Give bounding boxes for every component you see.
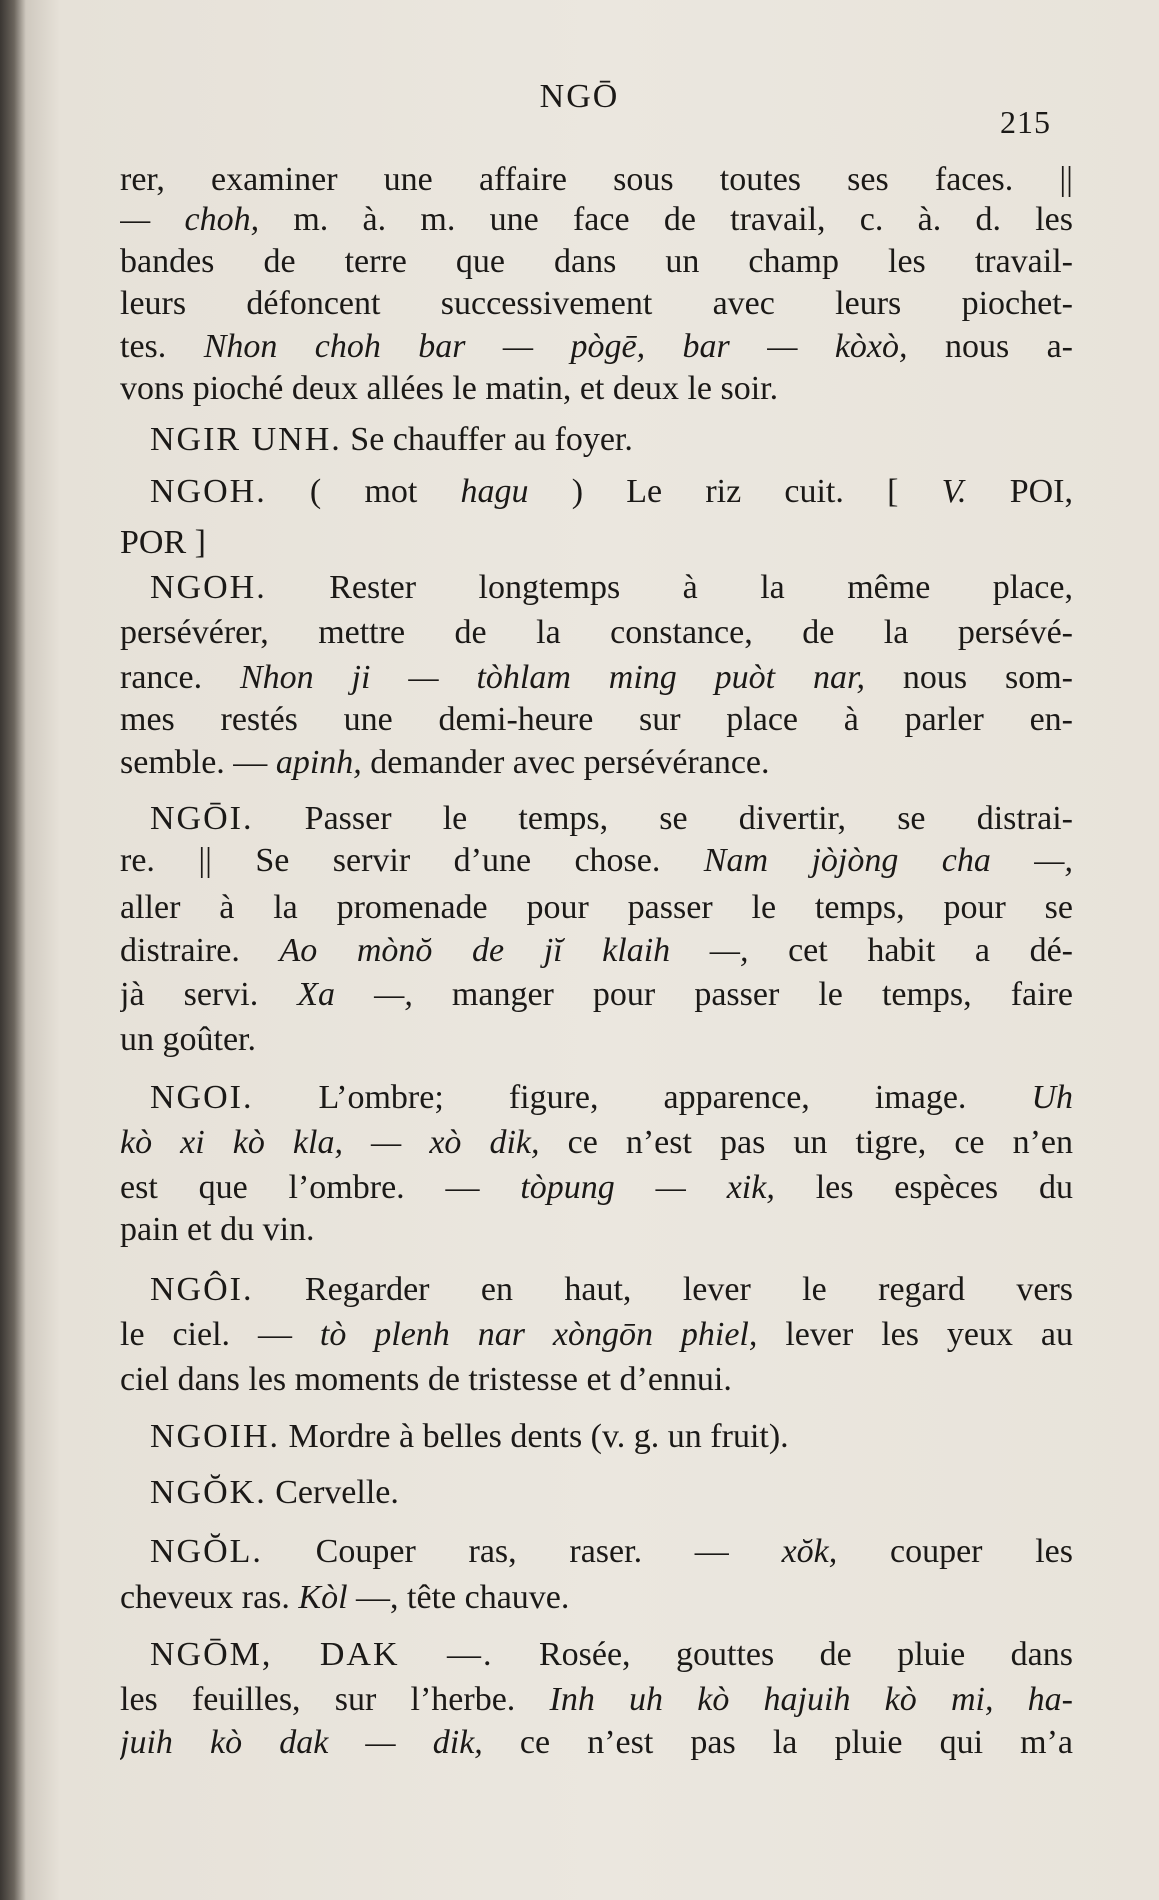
italic-text: Nhon ji — tòhlam ming puòt nar, <box>239 659 865 696</box>
text-segment: tes. <box>120 328 204 365</box>
text-segment: pain et du vin. <box>120 1211 315 1248</box>
italic-text: Uh <box>1031 1079 1073 1116</box>
text-line <box>120 931 1073 971</box>
text-line <box>120 700 1073 740</box>
text-line <box>150 420 1073 460</box>
text-segment: jà servi. <box>120 976 298 1013</box>
text-line <box>150 1078 1073 1118</box>
text-segment: nous a- <box>907 328 1073 365</box>
text-line <box>120 658 1073 698</box>
text-line <box>120 284 1073 324</box>
text-segment: manger pour passer le temps, faire <box>412 976 1073 1013</box>
text-line <box>120 327 1073 367</box>
text-segment: ( mot <box>266 473 461 510</box>
headword: NGŎK. <box>150 1474 267 1511</box>
text-line <box>120 1578 1073 1618</box>
text-line <box>120 975 1073 1015</box>
text-line <box>120 1680 1073 1720</box>
text-segment: ce n’est pas la pluie qui m’a <box>482 1724 1073 1761</box>
text-line <box>120 200 1073 240</box>
text-segment: nous som- <box>864 659 1073 696</box>
text-segment: Couper ras, raser. — <box>262 1533 782 1570</box>
headword: NGOH. <box>150 569 267 606</box>
italic-text: Xa —, <box>297 976 413 1013</box>
text-segment: L’ombre; figure, apparence, image. <box>253 1079 1032 1116</box>
text-segment: ciel dans les moments de tristesse et d’ennui. <box>120 1361 732 1398</box>
text-segment: mes restés une demi-heure sur place à parler en- <box>120 701 1073 738</box>
text-segment: —, tête chauve. <box>347 1579 570 1616</box>
page-number: 215 <box>1000 104 1051 140</box>
italic-text: tòpung — xik, <box>520 1169 775 1206</box>
text-segment: Passer le temps, se divertir, se distrai- <box>253 800 1073 837</box>
text-segment: POR ] <box>120 524 206 561</box>
text-segment: lever les yeux au <box>757 1316 1073 1353</box>
text-segment: cet habit a dé- <box>748 932 1073 969</box>
text-line <box>120 1723 1073 1763</box>
italic-text: tò plenh nar xòngōn phiel, <box>319 1316 758 1353</box>
headword: NGŌM, DAK —. <box>150 1636 494 1673</box>
italic-text: hagu <box>460 473 529 510</box>
text-segment: Regarder en haut, lever le regard vers <box>253 1271 1073 1308</box>
headword: NGOI. <box>150 1079 254 1116</box>
italic-text: V. <box>941 473 967 510</box>
text-segment: rance. <box>120 659 240 696</box>
italic-text: juih kò dak — dik, <box>120 1724 483 1761</box>
text-line <box>120 888 1073 928</box>
text-segment: le ciel. — <box>120 1316 320 1353</box>
text-segment: vons pioché deux allées le matin, et deux le soir. <box>120 370 779 407</box>
text-line <box>120 242 1073 282</box>
text-line <box>150 799 1073 839</box>
text-segment: les espèces du <box>774 1169 1073 1206</box>
text-line <box>120 523 1073 563</box>
text-segment: ) Le riz cuit. [ <box>528 473 942 510</box>
text-segment: bandes de terre que dans un champ les travail- <box>120 243 1073 280</box>
text-line <box>150 1473 1073 1513</box>
italic-text: Inh uh kò hajuih kò mi, ha- <box>549 1681 1073 1718</box>
italic-text: Ao mònŏ de jĭ klaih —, <box>279 932 749 969</box>
text-segment: est que l’ombre. — <box>120 1169 521 1206</box>
text-line <box>120 841 1073 881</box>
text-segment: demander avec persévérance. <box>361 744 770 781</box>
text-segment: rer, examiner une affaire sous toutes ses faces. || <box>120 161 1073 198</box>
text-line <box>120 160 1073 200</box>
text-segment: m. à. m. une face de travail, c. à. d. les <box>259 201 1073 238</box>
headword: NGŌI. <box>150 800 254 837</box>
text-segment: Cervelle. <box>266 1474 399 1511</box>
text-line <box>120 1210 1073 1250</box>
text-segment: aller à la promenade pour passer le temps, pour se <box>120 889 1073 926</box>
text-line <box>120 743 1073 783</box>
italic-text: Nhon choh bar — pògē, bar — kòxò, <box>203 328 908 365</box>
text-line <box>120 1020 1073 1060</box>
headword: NGOIH. <box>150 1418 281 1455</box>
headword: NGIR UNH. <box>150 421 342 458</box>
italic-text: kò xi kò kla, — xò dik, <box>120 1124 540 1161</box>
text-segment: ce n’est pas un tigre, ce n’en <box>539 1124 1073 1161</box>
headword: NGÔI. <box>150 1271 254 1308</box>
text-segment: persévérer, mettre de la constance, de la persévé- <box>120 614 1073 651</box>
headword: NGŎL. <box>150 1533 263 1570</box>
text-line <box>120 1168 1073 1208</box>
text-line <box>120 369 1073 409</box>
italic-text: Kòl <box>298 1579 348 1616</box>
text-segment: leurs défoncent successivement avec leurs piochet- <box>120 285 1073 322</box>
text-line <box>150 568 1073 608</box>
headword: NGOH. <box>150 473 267 510</box>
italic-text: xŏk, <box>781 1533 838 1570</box>
text-segment: Rester longtemps à la même place, <box>266 569 1073 606</box>
text-segment: Se chauffer au foyer. <box>341 421 633 458</box>
text-segment: distraire. <box>120 932 280 969</box>
text-segment: cheveux ras. <box>120 1579 299 1616</box>
running-head: NGŌ <box>539 78 620 115</box>
text-line <box>120 1360 1073 1400</box>
text-segment: les feuilles, sur l’herbe. <box>120 1681 550 1718</box>
text-line <box>120 1123 1073 1163</box>
text-line <box>150 1635 1073 1675</box>
text-line <box>150 1270 1073 1310</box>
italic-text: apinh, <box>275 744 362 781</box>
text-line <box>120 613 1073 653</box>
text-segment: POI, <box>966 473 1073 510</box>
text-segment: Mordre à belles dents (v. g. un fruit). <box>280 1418 789 1455</box>
text-line <box>150 1417 1073 1457</box>
text-line <box>120 1315 1073 1355</box>
text-line <box>150 1532 1073 1572</box>
text-segment: re. || Se servir d’une chose. <box>120 842 704 879</box>
italic-text: — choh, <box>120 201 260 238</box>
text-segment: Rosée, gouttes de pluie dans <box>493 1636 1073 1673</box>
text-segment: couper les <box>837 1533 1073 1570</box>
italic-text: Nam jòjòng cha —, <box>703 842 1073 879</box>
text-segment: semble. — <box>120 744 276 781</box>
text-segment: un goûter. <box>120 1021 256 1058</box>
text-line <box>150 472 1073 512</box>
